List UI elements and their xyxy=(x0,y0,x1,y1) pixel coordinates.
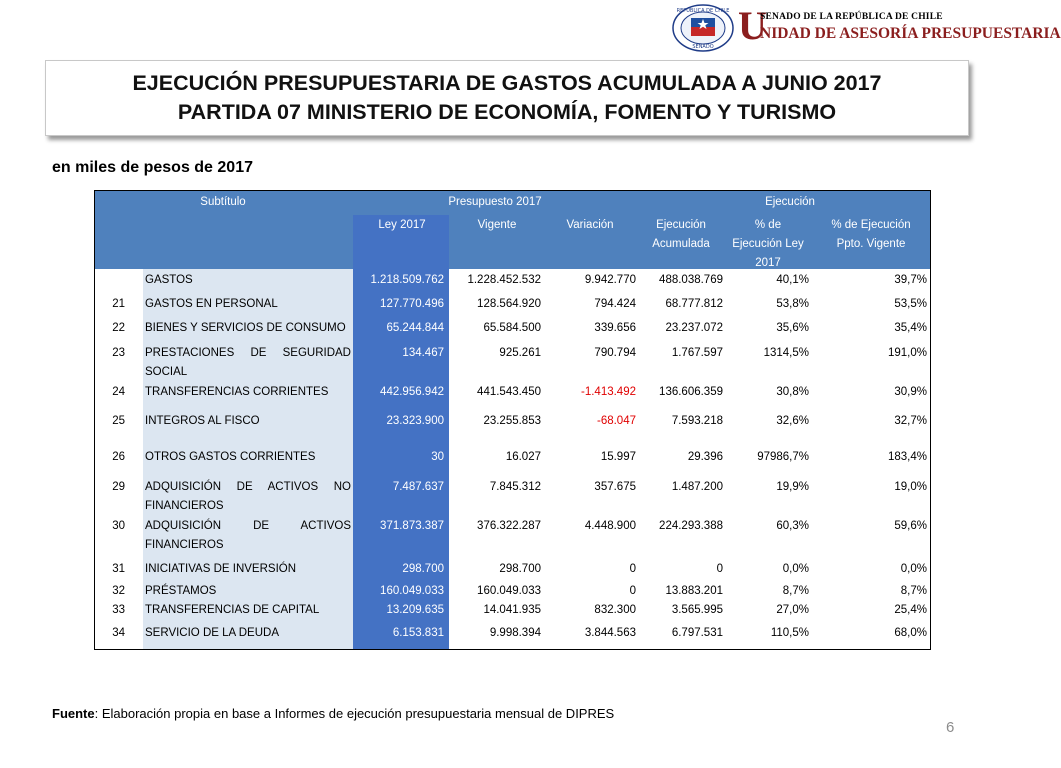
title-line-2: PARTIDA 07 MINISTERIO DE ECONOMÍA, FOMENTO Y TURISMO xyxy=(177,100,837,124)
row-vigente: 7.845.312 xyxy=(489,481,541,493)
row-ejecucion-acumulada: 29.396 xyxy=(687,451,723,463)
row-pct-vigente: 59,6% xyxy=(894,520,927,532)
row-ejecucion-acumulada: 0 xyxy=(716,563,723,575)
row-vigente: 925.261 xyxy=(499,347,541,359)
budget-table xyxy=(94,190,931,650)
seal-bottom-text: SENADO xyxy=(692,44,714,50)
row-code: 31 xyxy=(112,563,125,575)
row-name: TRANSFERENCIAS DE CAPITAL xyxy=(145,604,320,616)
row-pct-ley: 30,8% xyxy=(776,386,809,398)
row-ejecucion-acumulada: 1.487.200 xyxy=(671,481,723,493)
row-ley-2017: 134.467 xyxy=(402,347,444,359)
row-ley-2017: 298.700 xyxy=(402,563,444,575)
row-name: BIENES Y SERVICIOS DE CONSUMO xyxy=(145,322,346,334)
row-pct-vigente: 19,0% xyxy=(894,481,927,493)
row-variacion: 0 xyxy=(629,585,636,597)
row-pct-ley: 32,6% xyxy=(776,415,809,427)
row-ley-2017: 65.244.844 xyxy=(386,322,444,334)
row-code: 34 xyxy=(112,627,125,639)
row-variacion: -68.047 xyxy=(596,415,636,427)
row-vigente: 9.998.394 xyxy=(489,627,541,639)
row-pct-vigente: 30,9% xyxy=(894,386,927,398)
title-box xyxy=(45,60,969,136)
row-pct-vigente: 191,0% xyxy=(887,347,927,359)
row-code: 29 xyxy=(112,481,125,493)
senate-name: SENADO DE LA REPÚBLICA DE CHILE xyxy=(760,12,943,22)
row-ejecucion-acumulada: 68.777.812 xyxy=(665,298,723,310)
header-vigente: Vigente xyxy=(477,219,517,231)
row-pct-ley: 60,3% xyxy=(776,520,809,532)
row-ley-2017: 13.209.635 xyxy=(386,604,444,616)
header-pct-vigente: % de Ejecución Ppto. Vigente xyxy=(831,219,911,250)
row-code: 25 xyxy=(112,415,125,427)
row-code: 21 xyxy=(112,298,125,310)
header-ejecucion-acumulada: Ejecución Acumulada xyxy=(652,219,710,250)
row-code: 26 xyxy=(112,451,125,463)
row-ejecucion-acumulada: 13.883.201 xyxy=(665,585,723,597)
row-ley-2017: 1.218.509.762 xyxy=(370,274,444,286)
logo-initial: U xyxy=(738,3,767,48)
row-name: SERVICIO DE LA DEUDA xyxy=(145,627,279,639)
senate-logo xyxy=(672,3,1061,54)
row-pct-ley: 1314,5% xyxy=(763,347,809,359)
header-ejecucion: Ejecución xyxy=(765,196,815,208)
row-ejecucion-acumulada: 23.237.072 xyxy=(665,322,723,334)
row-name: TRANSFERENCIAS CORRIENTES xyxy=(145,386,329,398)
row-pct-ley: 8,7% xyxy=(782,585,809,597)
source-note: Fuente: Elaboración propia en base a Informes de ejecución presupuestaria mensual de DIPRES xyxy=(52,706,615,721)
row-ejecucion-acumulada: 6.797.531 xyxy=(671,627,723,639)
row-code: 24 xyxy=(112,386,125,398)
row-pct-ley: 0,0% xyxy=(782,563,809,575)
header-pct-ley: % de Ejecución Ley 2017 xyxy=(732,219,804,269)
row-variacion: 9.942.770 xyxy=(584,274,636,286)
row-ley-2017: 23.323.900 xyxy=(386,415,444,427)
row-variacion: 4.448.900 xyxy=(584,520,636,532)
row-name: ADQUISICIÓN DE ACTIVOS NO FINANCIEROS xyxy=(145,481,351,512)
row-code: 22 xyxy=(112,322,125,334)
row-ejecucion-acumulada: 1.767.597 xyxy=(671,347,723,359)
row-name: PRESTACIONES DE SEGURIDAD SOCIAL xyxy=(145,347,351,378)
row-variacion: 0 xyxy=(629,563,636,575)
row-ley-2017: 371.873.387 xyxy=(380,520,444,532)
row-pct-vigente: 32,7% xyxy=(894,415,927,427)
header-variacion: Variación xyxy=(566,219,614,231)
title-line-1: EJECUCIÓN PRESUPUESTARIA DE GASTOS ACUMULADA A JUNIO 2017 xyxy=(132,71,882,95)
row-ejecucion-acumulada: 488.038.769 xyxy=(659,274,723,286)
row-variacion: 339.656 xyxy=(594,322,636,334)
row-name: GASTOS EN PERSONAL xyxy=(145,298,278,310)
row-vigente: 23.255.853 xyxy=(483,415,541,427)
row-ejecucion-acumulada: 136.606.359 xyxy=(659,386,723,398)
row-vigente: 298.700 xyxy=(499,563,541,575)
row-pct-ley: 110,5% xyxy=(770,627,809,639)
row-variacion: 357.675 xyxy=(594,481,636,493)
row-vigente: 441.543.450 xyxy=(477,386,541,398)
units-label: en miles de pesos de 2017 xyxy=(52,159,253,176)
row-ley-2017: 30 xyxy=(431,451,444,463)
row-ejecucion-acumulada: 224.293.388 xyxy=(659,520,723,532)
row-name: PRÉSTAMOS xyxy=(145,585,217,597)
page-number: 6 xyxy=(946,719,955,736)
row-vigente: 160.049.033 xyxy=(477,585,541,597)
row-ley-2017: 127.770.496 xyxy=(380,298,444,310)
row-variacion: 832.300 xyxy=(594,604,636,616)
row-variacion: 15.997 xyxy=(600,451,636,463)
row-ley-2017: 7.487.637 xyxy=(392,481,444,493)
row-pct-ley: 40,1% xyxy=(776,274,809,286)
row-variacion: -1.413.492 xyxy=(581,386,636,398)
header-ley: Ley 2017 xyxy=(378,219,426,231)
row-pct-vigente: 8,7% xyxy=(900,585,927,597)
row-vigente: 1.228.452.532 xyxy=(467,274,541,286)
row-pct-ley: 35,6% xyxy=(776,322,809,334)
row-ejecucion-acumulada: 3.565.995 xyxy=(671,604,723,616)
unit-name: NIDAD DE ASESORÍA PRESUPUESTARIA xyxy=(760,25,1061,42)
row-pct-vigente: 0,0% xyxy=(900,563,927,575)
row-pct-ley: 19,9% xyxy=(776,481,809,493)
row-variacion: 790.794 xyxy=(594,347,636,359)
row-pct-vigente: 53,5% xyxy=(894,298,927,310)
row-variacion: 794.424 xyxy=(594,298,636,310)
row-code: 33 xyxy=(112,604,125,616)
row-ley-2017: 442.956.942 xyxy=(380,386,444,398)
row-code: 23 xyxy=(112,347,125,359)
row-name: INTEGROS AL FISCO xyxy=(145,415,260,427)
seal-top-text: REPÚBLICA DE CHILE xyxy=(676,8,730,14)
row-pct-vigente: 68,0% xyxy=(894,627,927,639)
row-pct-vigente: 39,7% xyxy=(894,274,927,286)
row-ley-2017: 6.153.831 xyxy=(392,627,444,639)
header-presupuesto: Presupuesto 2017 xyxy=(448,196,542,208)
row-name: ADQUISICIÓN DE ACTIVOS FINANCIEROS xyxy=(145,520,351,551)
row-pct-vigente: 183,4% xyxy=(887,451,927,463)
row-pct-ley: 27,0% xyxy=(776,604,809,616)
senate-seal-icon xyxy=(672,4,734,52)
row-name: GASTOS xyxy=(145,274,193,286)
row-vigente: 14.041.935 xyxy=(483,604,541,616)
row-ejecucion-acumulada: 7.593.218 xyxy=(671,415,723,427)
row-ley-2017: 160.049.033 xyxy=(380,585,444,597)
row-code: 32 xyxy=(112,585,125,597)
row-pct-ley: 53,8% xyxy=(776,298,809,310)
row-pct-vigente: 35,4% xyxy=(894,322,927,334)
row-pct-ley: 97986,7% xyxy=(757,451,809,463)
row-variacion: 3.844.563 xyxy=(584,627,636,639)
row-vigente: 128.564.920 xyxy=(477,298,541,310)
header-subtitulo: Subtítulo xyxy=(200,196,246,208)
row-vigente: 65.584.500 xyxy=(483,322,541,334)
row-pct-vigente: 25,4% xyxy=(894,604,927,616)
row-vigente: 376.322.287 xyxy=(477,520,541,532)
row-vigente: 16.027 xyxy=(505,451,541,463)
row-code: 30 xyxy=(112,520,125,532)
row-name: OTROS GASTOS CORRIENTES xyxy=(145,451,316,463)
row-name: INICIATIVAS DE INVERSIÓN xyxy=(145,563,297,575)
